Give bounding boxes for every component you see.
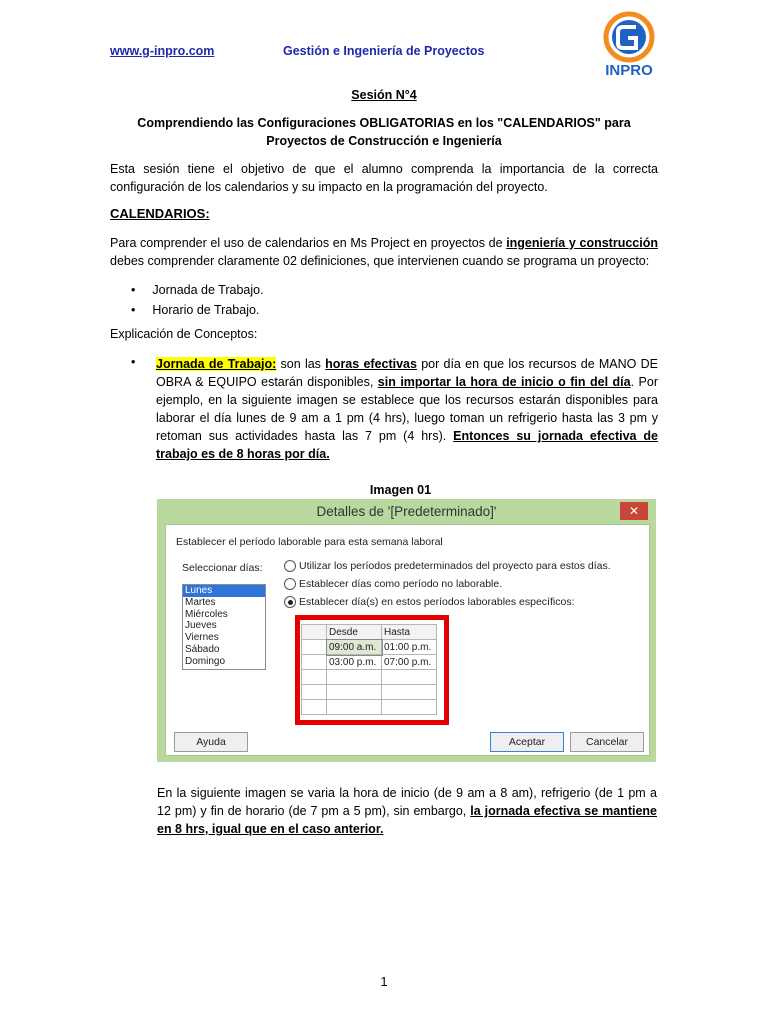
document-title bbox=[110, 114, 658, 150]
option-default-periods[interactable]: Utilizar los períodos predeterminados del proyecto para estos días. bbox=[299, 560, 611, 572]
definitions-list bbox=[131, 280, 264, 320]
bullet-icon: • bbox=[131, 303, 136, 317]
para-text-pre: Para comprender el uso de calendarios en Ms Project en proyectos de bbox=[110, 236, 507, 250]
para-emphasis: ingeniería y construcción bbox=[506, 236, 658, 250]
radio-non-working[interactable] bbox=[284, 578, 296, 590]
dialog-body bbox=[165, 524, 650, 756]
ok-button[interactable]: Aceptar bbox=[490, 732, 564, 752]
grid-cell[interactable]: 03:00 p.m. bbox=[327, 655, 382, 670]
para-text-post: debes comprender claramente 02 definiciones, que intervienen cuando se programa un proyecto: bbox=[110, 254, 650, 268]
concept-text: son las bbox=[276, 357, 326, 371]
concept-emphasis: horas efectivas bbox=[325, 357, 417, 371]
concepts-label: Explicación de Conceptos: bbox=[110, 327, 258, 341]
concept-term: Jornada de Trabajo: bbox=[156, 357, 277, 371]
variation-emphasis: la jornada efectiva se mantiene en 8 hrs, igual que en el caso anterior. bbox=[157, 804, 657, 836]
grid-cell[interactable]: 07:00 p.m. bbox=[382, 655, 437, 670]
list-item bbox=[131, 300, 264, 320]
session-title: Sesión N°4 bbox=[351, 88, 417, 102]
list-item[interactable]: Jueves bbox=[185, 620, 217, 632]
image-caption: Imagen 01 bbox=[369, 483, 432, 497]
list-item[interactable]: Lunes bbox=[183, 585, 265, 597]
logo-text: INPRO bbox=[605, 62, 653, 79]
radio-default-periods[interactable] bbox=[284, 560, 296, 572]
section-heading: CALENDARIOS: bbox=[110, 206, 210, 221]
list-item[interactable]: Domingo bbox=[185, 655, 226, 667]
select-days-label: Seleccionar días: bbox=[182, 562, 263, 574]
list-item bbox=[131, 280, 264, 300]
list-item[interactable]: Martes bbox=[185, 596, 216, 608]
concept-paragraph bbox=[156, 355, 658, 463]
concept-text: por día en que los recursos de MANO DE OBRA & EQUIPO estarán disponibles, bbox=[156, 357, 658, 389]
radio-specific-periods[interactable] bbox=[284, 596, 296, 608]
calendars-paragraph bbox=[110, 234, 658, 270]
list-item[interactable]: Sábado bbox=[185, 643, 220, 655]
intro-paragraph: Esta sesión tiene el objetivo de que el alumno comprenda la importancia de la correcta configuración de los calendarios y su impacto en la programación del proyecto. bbox=[110, 162, 658, 194]
bullet-icon: • bbox=[131, 355, 136, 369]
grid-cell[interactable]: 01:00 p.m. bbox=[382, 640, 437, 655]
variation-paragraph bbox=[157, 784, 657, 838]
header-subtitle: Gestión e Ingeniería de Proyectos bbox=[283, 44, 485, 58]
grid-header-to: Hasta bbox=[382, 625, 437, 640]
highlight-box bbox=[295, 615, 449, 725]
list-item[interactable]: Miércoles bbox=[185, 608, 228, 620]
concept-emphasis: Entonces su jornada efectiva de trabajo es de 8 horas por día. bbox=[156, 429, 658, 461]
definition-2: Horario de Trabajo. bbox=[152, 303, 260, 317]
bullet-icon: • bbox=[131, 283, 136, 297]
website-link[interactable]: www.g-inpro.com bbox=[110, 44, 215, 58]
page-number: 1 bbox=[380, 974, 388, 989]
concept-emphasis: sin importar la hora de inicio o fin del día bbox=[377, 375, 631, 389]
calendar-details-dialog bbox=[157, 499, 656, 762]
days-listbox[interactable] bbox=[182, 584, 266, 670]
help-button[interactable]: Ayuda bbox=[174, 732, 248, 752]
dialog-title: Detalles de '[Predeterminado]' bbox=[316, 504, 497, 519]
concept-text: . Por ejemplo, en la siguiente imagen se establece que los recursos estarán disponibles para laborar el día lunes de 9 am a 1 pm (4 hrs), luego toman un refrigerio hasta las 3 pm y retoman sus actividades hasta las 7 pm (4 hrs). bbox=[156, 375, 658, 443]
definition-1: Jornada de Trabajo. bbox=[152, 283, 264, 297]
inpro-logo bbox=[596, 10, 662, 82]
period-label: Establecer el período laborable para esta semana laboral bbox=[176, 536, 443, 548]
option-non-working[interactable]: Establecer días como período no laborable. bbox=[299, 578, 503, 590]
title-line-2: Proyectos de Construcción e Ingeniería bbox=[266, 134, 502, 148]
variation-text: En la siguiente imagen se varia la hora de inicio (de 9 am a 8 am), refrigerio (de 1 pm a 12 pm) y fin de horario (de 7 pm a 5 pm), sin embargo, bbox=[157, 786, 657, 818]
list-item[interactable]: Viernes bbox=[185, 632, 219, 644]
grid-header-from: Desde bbox=[327, 625, 382, 640]
grid-cell[interactable]: 09:00 a.m. bbox=[327, 640, 382, 655]
option-specific-periods[interactable]: Establecer día(s) en estos períodos laborables específicos: bbox=[299, 596, 575, 608]
close-icon[interactable]: ✕ bbox=[620, 502, 648, 520]
cancel-button[interactable]: Cancelar bbox=[570, 732, 644, 752]
title-line-1: Comprendiendo las Configuraciones OBLIGATORIAS en los "CALENDARIOS" para bbox=[137, 116, 631, 130]
